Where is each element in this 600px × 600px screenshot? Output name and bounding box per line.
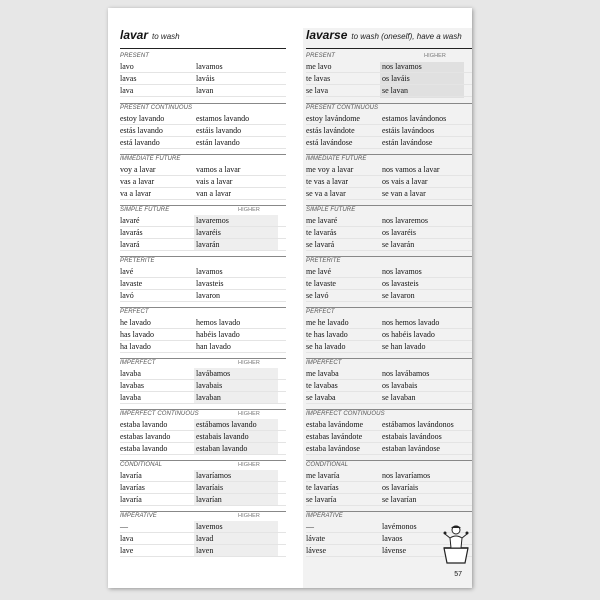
singular-form: me lavaré — [306, 216, 338, 225]
conjugation-row — [120, 494, 286, 506]
singular-form: lavas — [120, 74, 137, 83]
plural-form: os vais a lavar — [382, 177, 428, 186]
column-lavarse — [306, 8, 472, 562]
plural-form: se lavan — [382, 86, 408, 95]
plural-form: se han lavado — [382, 342, 426, 351]
tense-name: CONDITIONAL — [306, 462, 349, 468]
tense-name: CONDITIONAL — [120, 462, 163, 468]
conjugation-row — [120, 329, 286, 341]
tense-block — [120, 307, 286, 358]
conjugation-row — [306, 443, 472, 455]
conjugation-row — [306, 239, 472, 251]
singular-form: te lavabas — [306, 381, 338, 390]
tense-name: PRETERITE — [120, 258, 155, 264]
singular-form: lava — [120, 86, 134, 95]
conjugation-row — [120, 380, 286, 392]
singular-form: se lavaba — [306, 393, 336, 402]
tense-label — [120, 359, 286, 368]
singular-form: se lavó — [306, 291, 329, 300]
tense-block — [120, 103, 286, 154]
singular-form: me lavaba — [306, 369, 339, 378]
higher-tag: HIGHER — [238, 462, 260, 468]
conjugation-row — [306, 85, 472, 97]
conjugation-row — [120, 392, 286, 404]
conjugation-row — [120, 431, 286, 443]
conjugation-row — [306, 290, 472, 302]
tense-blocks — [306, 52, 472, 562]
conjugation-row — [306, 113, 472, 125]
conjugation-row — [120, 341, 286, 353]
tense-block — [306, 307, 472, 358]
conjugation-row — [306, 470, 472, 482]
tense-block — [306, 52, 472, 103]
conjugation-row — [120, 278, 286, 290]
conjugation-row — [306, 227, 472, 239]
tense-name: IMPERFECT — [120, 360, 156, 366]
plural-form: lavasteis — [196, 279, 224, 288]
singular-form: te has lavado — [306, 330, 348, 339]
singular-form: — — [120, 522, 128, 531]
singular-form: está lavando — [120, 138, 160, 147]
plural-form: nos lavamos — [382, 267, 422, 276]
conjugation-row — [120, 176, 286, 188]
tense-block — [120, 511, 286, 562]
tense-label — [306, 359, 472, 368]
singular-form: lavaré — [120, 216, 140, 225]
tense-name: IMMEDIATE FUTURE — [120, 156, 181, 162]
tense-block — [120, 460, 286, 511]
singular-form: está lavándose — [306, 138, 353, 147]
plural-form: lavaban — [196, 393, 221, 402]
tense-label — [306, 206, 472, 215]
verb-title: lavar — [120, 28, 149, 42]
tense-name: PRETERITE — [306, 258, 341, 264]
tense-label — [306, 52, 472, 61]
singular-form: te lavarías — [306, 483, 339, 492]
conjugation-row — [306, 368, 472, 380]
tense-label — [120, 410, 286, 419]
plural-form: estábamos lavando — [196, 420, 257, 429]
plural-form: lavaos — [382, 534, 403, 543]
plural-form: nos vamos a lavar — [382, 165, 440, 174]
singular-form: lávate — [306, 534, 326, 543]
singular-form: se lavaría — [306, 495, 337, 504]
higher-tag: HIGHER — [238, 207, 260, 213]
singular-form: lavaba — [120, 393, 141, 402]
conjugation-row — [120, 266, 286, 278]
tense-label — [120, 206, 286, 215]
singular-form: ha lavado — [120, 342, 151, 351]
plural-form: laváis — [196, 74, 215, 83]
tense-name: IMPERFECT — [306, 360, 342, 366]
tense-label — [120, 308, 286, 317]
tense-name: PRESENT CONTINUOUS — [120, 105, 193, 111]
plural-form: lavaríamos — [196, 471, 232, 480]
plural-form: os lavaréis — [382, 228, 416, 237]
conjugation-row — [120, 533, 286, 545]
plural-form: nos hemos lavado — [382, 318, 440, 327]
plural-form: estabais lavando — [196, 432, 249, 441]
tense-label — [120, 155, 286, 164]
singular-form: te lavas — [306, 74, 331, 83]
conjugation-row — [120, 164, 286, 176]
tense-name: SIMPLE FUTURE — [306, 207, 356, 213]
plural-form: lavamos — [196, 62, 223, 71]
singular-form: me lavaría — [306, 471, 340, 480]
singular-form: lavó — [120, 291, 134, 300]
conjugation-row — [120, 239, 286, 251]
plural-form: están lavándose — [382, 138, 433, 147]
conjugation-row — [120, 290, 286, 302]
tense-block — [306, 205, 472, 256]
singular-form: estás lavando — [120, 126, 163, 135]
singular-form: voy a lavar — [120, 165, 156, 174]
plural-form: estamos lavándonos — [382, 114, 447, 123]
plural-form: estabais lavándoos — [382, 432, 442, 441]
tense-label — [306, 257, 472, 266]
tense-name: IMPERATIVE — [306, 513, 343, 519]
singular-form: me lavé — [306, 267, 332, 276]
singular-form: lavabas — [120, 381, 144, 390]
tense-block — [120, 256, 286, 307]
tense-block — [120, 52, 286, 103]
plural-form: nos lavaríamos — [382, 471, 431, 480]
verb-header — [120, 26, 286, 48]
verb-header — [306, 26, 472, 48]
tense-label — [306, 410, 472, 419]
plural-form: lavábamos — [196, 369, 231, 378]
singular-form: has lavado — [120, 330, 154, 339]
plural-form: vais a lavar — [196, 177, 233, 186]
verb-meaning: to wash — [152, 32, 180, 41]
singular-form: lavaba — [120, 369, 141, 378]
plural-form: estábamos lavándonos — [382, 420, 454, 429]
singular-form: estaba lavándome — [306, 420, 364, 429]
verb-meaning: to wash (oneself), have a wash — [351, 32, 462, 41]
conjugation-row — [120, 85, 286, 97]
conjugation-row — [120, 125, 286, 137]
plural-form: nos lavaremos — [382, 216, 428, 225]
singular-form: te lavaste — [306, 279, 336, 288]
tense-label — [306, 104, 472, 113]
tense-block — [306, 409, 472, 460]
conjugation-row — [306, 419, 472, 431]
tense-block — [120, 154, 286, 205]
conjugation-row — [306, 278, 472, 290]
conjugation-row — [120, 61, 286, 73]
plural-form: hemos lavado — [196, 318, 241, 327]
conjugation-row — [306, 188, 472, 200]
singular-form: estaba lavando — [120, 420, 168, 429]
plural-form: lávense — [382, 546, 406, 555]
plural-form: lavarán — [196, 240, 220, 249]
plural-form: lavemos — [196, 522, 223, 531]
conjugation-row — [306, 392, 472, 404]
singular-form: lave — [120, 546, 134, 555]
conjugation-row — [306, 176, 472, 188]
tense-blocks — [120, 52, 286, 562]
conjugation-row — [120, 521, 286, 533]
plural-form: nos lavábamos — [382, 369, 430, 378]
conjugation-row — [120, 137, 286, 149]
plural-form: os lavabais — [382, 381, 418, 390]
conjugation-row — [120, 227, 286, 239]
plural-form: os habéis lavado — [382, 330, 435, 339]
singular-form: lavaste — [120, 279, 143, 288]
plural-form: lavaríais — [196, 483, 224, 492]
tense-block — [306, 154, 472, 205]
tense-block — [120, 409, 286, 460]
higher-tag: HIGHER — [238, 513, 260, 519]
plural-form: han lavado — [196, 342, 231, 351]
plural-form: lavamos — [196, 267, 223, 276]
plural-form: lavaréis — [196, 228, 221, 237]
conjugation-row — [120, 443, 286, 455]
singular-form: se ha lavado — [306, 342, 346, 351]
column-lavar — [120, 8, 286, 562]
singular-form: lávese — [306, 546, 326, 555]
tense-name: IMPERATIVE — [120, 513, 157, 519]
conjugation-row — [120, 545, 286, 557]
plural-form: lavémonos — [382, 522, 417, 531]
singular-form: — — [306, 522, 314, 531]
tense-name: SIMPLE FUTURE — [120, 207, 170, 213]
singular-form: se va a lavar — [306, 189, 346, 198]
conjugation-row — [306, 125, 472, 137]
person-washing-in-tub-icon — [441, 524, 471, 564]
tense-label — [120, 104, 286, 113]
conjugation-row — [306, 317, 472, 329]
tense-block — [120, 358, 286, 409]
tense-block — [306, 256, 472, 307]
tense-label — [306, 308, 472, 317]
singular-form: estabas lavando — [120, 432, 171, 441]
conjugation-row — [120, 368, 286, 380]
tense-label — [306, 512, 472, 521]
page-number: 57 — [454, 571, 462, 578]
higher-tag: HIGHER — [238, 411, 260, 417]
plural-form: os laváis — [382, 74, 410, 83]
tense-block — [306, 358, 472, 409]
plural-form: vamos a lavar — [196, 165, 241, 174]
conjugation-row — [120, 215, 286, 227]
tense-name: PRESENT — [120, 53, 150, 59]
conjugation-row — [120, 419, 286, 431]
singular-form: lavaría — [120, 495, 142, 504]
singular-form: estabas lavándote — [306, 432, 363, 441]
conjugation-row — [306, 73, 472, 85]
singular-form: te lavarás — [306, 228, 337, 237]
singular-form: me lavo — [306, 62, 332, 71]
conjugation-row — [306, 341, 472, 353]
singular-form: se lava — [306, 86, 328, 95]
tense-name: IMMEDIATE FUTURE — [306, 156, 367, 162]
plural-form: estaban lavando — [196, 444, 248, 453]
header-rule — [120, 48, 286, 49]
conjugation-row — [120, 188, 286, 200]
plural-form: lavaremos — [196, 216, 229, 225]
tense-name: PERFECT — [120, 309, 149, 315]
tense-block — [306, 460, 472, 511]
singular-form: estoy lavándome — [306, 114, 360, 123]
conjugation-row — [306, 494, 472, 506]
conjugation-row — [120, 73, 286, 85]
singular-form: me he lavado — [306, 318, 349, 327]
singular-form: estás lavándote — [306, 126, 355, 135]
conjugation-row — [306, 329, 472, 341]
singular-form: lava — [120, 534, 134, 543]
singular-form: lavará — [120, 240, 140, 249]
plural-form: lavan — [196, 86, 214, 95]
plural-form: habéis lavado — [196, 330, 240, 339]
tense-label — [306, 461, 472, 470]
conjugation-row — [306, 164, 472, 176]
plural-form: están lavando — [196, 138, 240, 147]
plural-form: van a lavar — [196, 189, 232, 198]
conjugation-row — [306, 380, 472, 392]
plural-form: laven — [196, 546, 214, 555]
singular-form: lavo — [120, 62, 134, 71]
conjugation-row — [306, 431, 472, 443]
tense-label — [120, 52, 286, 61]
conjugation-row — [306, 137, 472, 149]
tense-label — [120, 512, 286, 521]
singular-form: estaba lavándose — [306, 444, 360, 453]
plural-form: nos lavamos — [382, 62, 422, 71]
book-page — [108, 8, 472, 588]
conjugation-row — [120, 113, 286, 125]
plural-form: lavaron — [196, 291, 220, 300]
singular-form: estaba lavando — [120, 444, 168, 453]
plural-form: estaban lavándose — [382, 444, 440, 453]
singular-form: lavarías — [120, 483, 145, 492]
higher-tag: HIGHER — [238, 360, 260, 366]
conjugation-row — [120, 470, 286, 482]
singular-form: se lavará — [306, 240, 335, 249]
plural-form: estáis lavando — [196, 126, 242, 135]
plural-form: se lavaban — [382, 393, 416, 402]
tense-name: IMPERFECT CONTINUOUS — [306, 411, 385, 417]
singular-form: me voy a lavar — [306, 165, 354, 174]
conjugation-row — [306, 61, 472, 73]
plural-form: lavabais — [196, 381, 223, 390]
plural-form: se lavaron — [382, 291, 415, 300]
plural-form: os lavaríais — [382, 483, 419, 492]
plural-form: se lavarán — [382, 240, 415, 249]
plural-form: lavad — [196, 534, 214, 543]
singular-form: he lavado — [120, 318, 151, 327]
plural-form: os lavasteis — [382, 279, 419, 288]
verb-title: lavarse — [306, 28, 348, 42]
tense-name: IMPERFECT CONTINUOUS — [120, 411, 199, 417]
plural-form: estáis lavándoos — [382, 126, 435, 135]
singular-form: lavarás — [120, 228, 143, 237]
tense-block — [120, 205, 286, 256]
conjugation-row — [306, 215, 472, 227]
tense-label — [120, 461, 286, 470]
singular-form: vas a lavar — [120, 177, 155, 186]
tense-name: PERFECT — [306, 309, 335, 315]
tense-name: PRESENT CONTINUOUS — [306, 105, 379, 111]
tense-name: PRESENT — [306, 53, 336, 59]
conjugation-row — [120, 482, 286, 494]
singular-form: lavé — [120, 267, 134, 276]
plural-form: estamos lavando — [196, 114, 250, 123]
singular-form: va a lavar — [120, 189, 152, 198]
plural-form: se lavarían — [382, 495, 417, 504]
singular-form: lavaría — [120, 471, 142, 480]
singular-form: te vas a lavar — [306, 177, 348, 186]
header-rule — [306, 48, 472, 49]
conjugation-row — [306, 482, 472, 494]
conjugation-row — [306, 266, 472, 278]
plural-form: se van a lavar — [382, 189, 426, 198]
tense-block — [306, 103, 472, 154]
plural-form: lavarían — [196, 495, 222, 504]
tense-label — [306, 155, 472, 164]
conjugation-row — [120, 317, 286, 329]
singular-form: estoy lavando — [120, 114, 165, 123]
higher-tag: HIGHER — [424, 53, 446, 59]
tense-label — [120, 257, 286, 266]
